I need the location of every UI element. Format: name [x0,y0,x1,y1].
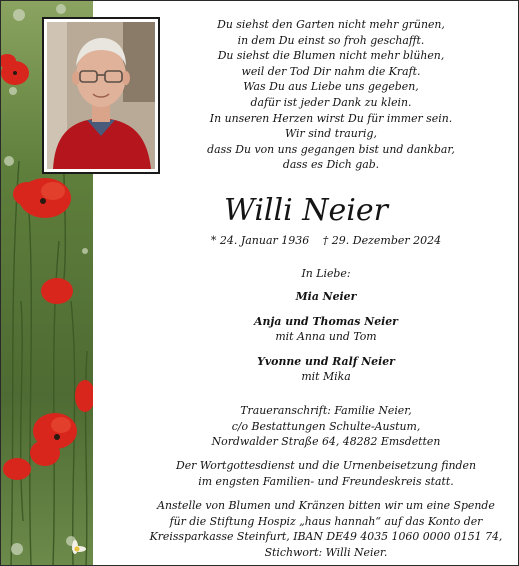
portrait-photo [47,22,155,169]
address-line: Traueranschrift: Familie Neier, [240,404,412,417]
address-line: c/o Bestattungen Schulte-Austum, [231,419,421,433]
mourning-address [141,403,511,450]
poem-line: dafür ist jeder Dank zu klein. [250,95,412,109]
donation-request [141,498,511,560]
birth-date: * 24. Januar 1936 [210,234,310,247]
donation-line: Anstelle von Blumen und Kränzen bitten wir um eine Spende [157,499,495,512]
service-line: Der Wortgottesdienst und die Urnenbeisetzung finden [176,459,476,472]
address-line: Nordwalder Straße 64, 48282 Emsdetten [211,435,441,449]
donation-line: für die Stiftung Hospiz „haus hannah“ auf das Konto der [169,514,483,528]
poem-line: In unseren Herzen wirst Du für immer sein. [209,111,453,125]
spouse-name: Mia Neier [295,290,357,303]
service-line: im engsten Familien- und Freundeskreis statt. [198,474,454,488]
poem-line: Du siehst den Garten nicht mehr grünen, [217,18,445,31]
child-family-1: Anja und Thomas Neier [254,314,398,328]
grandchildren-1: mit Anna und Tom [275,330,377,344]
portrait-photo-frame [42,17,160,174]
mourners-list [141,289,511,385]
poem-line: Wir sind traurig, [285,127,377,141]
poem-line: dass es Dich gab. [282,158,380,172]
child-family-2: Yvonne und Ralf Neier [257,354,395,368]
deceased-name: Willi Neier [224,193,388,228]
life-dates [141,233,511,249]
poem-line: in dem Du einst so froh geschafft. [237,33,425,47]
poem-line: dass Du von uns gegangen bist und dankbar, [207,142,455,156]
funeral-service-note [141,458,511,489]
donation-line: Kreissparkasse Steinfurt, IBAN DE49 4035 1060 0000 0151 74, [149,530,503,544]
donation-line: Stichwort: Willi Neier. [264,545,388,559]
in-love-heading: In Liebe: [301,267,351,280]
poem-line: weil der Tod Dir nahm die Kraft. [241,64,421,78]
poem-line: Du siehst die Blumen nicht mehr blühen, [217,49,445,63]
memorial-poem [191,17,471,173]
death-date: † 29. Dezember 2024 [322,234,442,247]
poem-line: Was Du aus Liebe uns gegeben, [243,80,419,94]
grandchildren-2: mit Mika [301,370,351,384]
